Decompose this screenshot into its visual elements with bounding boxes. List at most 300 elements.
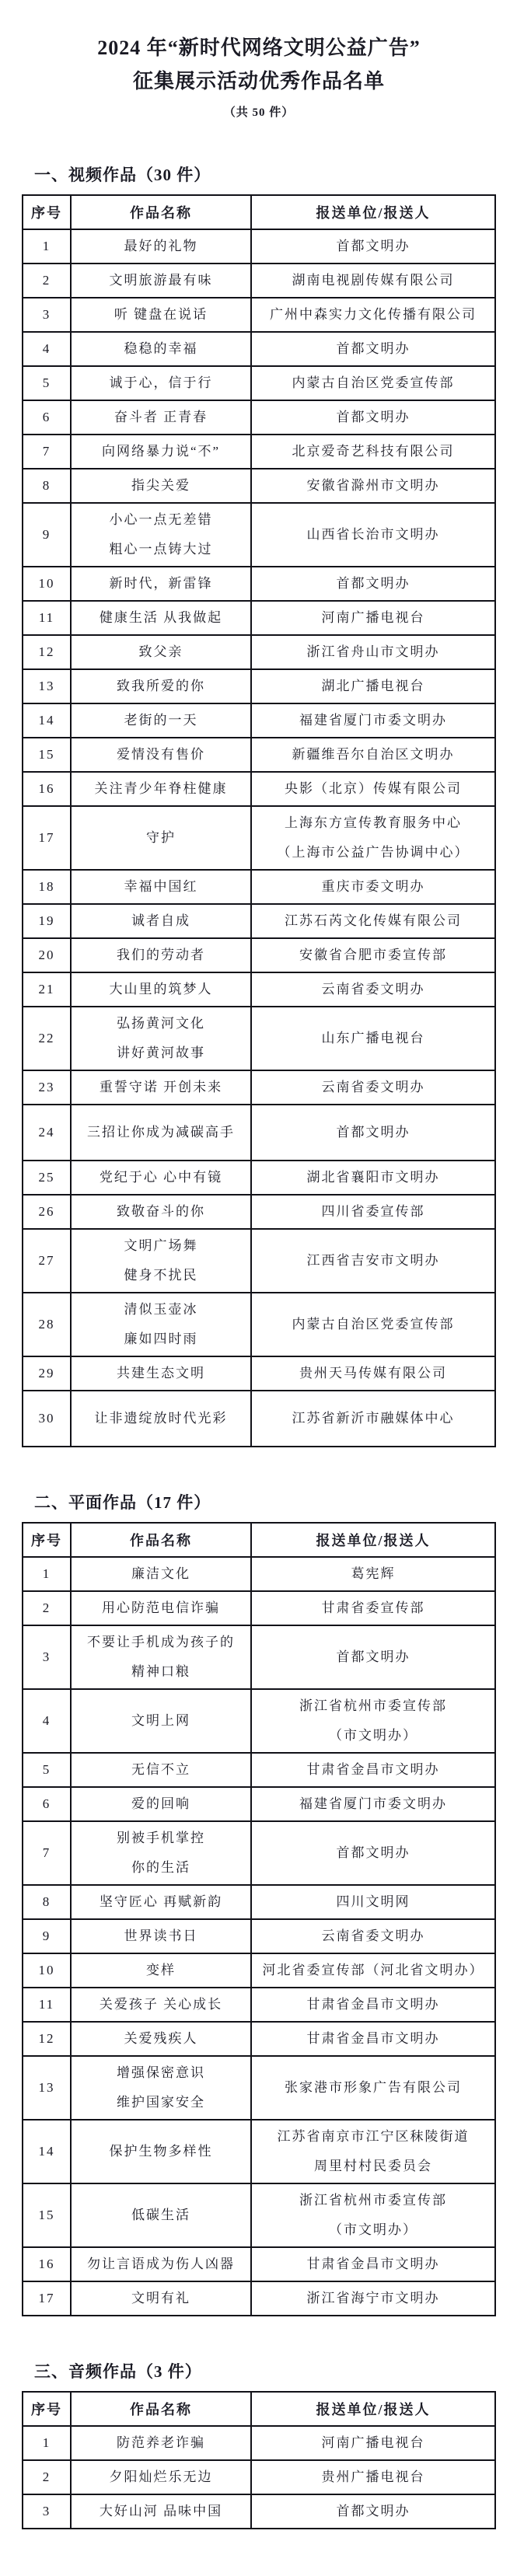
- cell-text-line: 首都文明办: [336, 410, 410, 424]
- cell-text-line: 3: [42, 1649, 51, 1664]
- cell-text-line: 别被手机掌控: [117, 1831, 205, 1845]
- cell-work-name: [71, 1753, 251, 1787]
- cell-work-name: [71, 264, 251, 298]
- cell-text-line: 16: [38, 781, 55, 796]
- cell-text-line: 江苏石芮文化传媒有限公司: [285, 913, 462, 928]
- cell-work-name: [71, 567, 251, 601]
- cell-text-line: 北京爱奇艺科技有限公司: [292, 444, 455, 459]
- cell-index: [23, 298, 71, 332]
- cell-text-line: 贵州广播电视台: [321, 2470, 425, 2484]
- cell-text-line: 央影（北京）传媒有限公司: [285, 781, 462, 796]
- cell-text-line: 福建省厦门市委文明办: [299, 713, 447, 728]
- cell-text-line: 甘肃省金昌市文明办: [306, 2257, 440, 2271]
- cell-index: [23, 1195, 71, 1229]
- cell-work-name: [71, 332, 251, 366]
- cell-text-line: 向网络暴力说“不”: [101, 444, 221, 459]
- cell-text-line: （市文明办）: [329, 1728, 417, 1743]
- cell-work-name: [71, 938, 251, 972]
- cell-unit: [251, 1787, 495, 1821]
- cell-text-line: 张家港市形象广告有限公司: [285, 2080, 462, 2095]
- cell-text-line: 大山里的筑梦人: [109, 982, 213, 997]
- cell-text-line: 新疆维吾尔自治区文明办: [292, 747, 455, 762]
- cell-work-name: [71, 503, 251, 567]
- table-body: [23, 229, 495, 1447]
- cell-text-line: 18: [38, 879, 55, 894]
- column-header-unit: 报送单位/报送人: [251, 1523, 495, 1557]
- cell-text-line: 贵州天马传媒有限公司: [299, 1366, 447, 1380]
- cell-text-line: 12: [38, 644, 55, 659]
- cell-work-name: [71, 400, 251, 435]
- cell-text-line: 8: [42, 1894, 51, 1909]
- cell-text-line: 广州中森实力文化传播有限公司: [270, 307, 477, 322]
- cell-work-name: [71, 972, 251, 1007]
- cell-text-line: 河南广播电视台: [321, 610, 425, 625]
- cell-unit: [251, 298, 495, 332]
- table-row: [23, 2183, 495, 2247]
- table-row: [23, 806, 495, 870]
- cell-text-line: 勿让言语成为伤人凶器: [87, 2257, 235, 2271]
- cell-index: [23, 772, 71, 806]
- cell-work-name: [71, 1391, 251, 1447]
- cell-index: [23, 601, 71, 635]
- cell-index: [23, 2426, 71, 2460]
- cell-unit: [251, 400, 495, 435]
- table-row: [23, 229, 495, 264]
- cell-text-line: 致我所爱的你: [117, 679, 205, 693]
- cell-text-line: 安徽省滁州市文明办: [306, 478, 440, 493]
- cell-unit: [251, 1919, 495, 1953]
- cell-index: [23, 1885, 71, 1919]
- column-header-index: 序号: [23, 195, 71, 229]
- cell-text-line: 11: [38, 1997, 55, 2012]
- column-header-unit: 报送单位/报送人: [251, 195, 495, 229]
- cell-text-line: 1: [42, 1566, 51, 1581]
- cell-unit: [251, 435, 495, 469]
- cell-text-line: 27: [38, 1253, 55, 1268]
- cell-text-line: 保护生物多样性: [109, 2144, 213, 2159]
- cell-work-name: [71, 601, 251, 635]
- cell-text-line: 诚者自成: [131, 913, 190, 928]
- table-row: [23, 904, 495, 938]
- cell-text-line: 坚守匠心 再赋新韵: [99, 1894, 223, 1909]
- cell-text-line: 用心防范电信诈骗: [102, 1600, 220, 1615]
- cell-text-line: 1: [42, 2435, 51, 2450]
- cell-work-name: [71, 1007, 251, 1070]
- table-row: [23, 503, 495, 567]
- cell-unit: [251, 2426, 495, 2460]
- cell-index: [23, 1105, 71, 1161]
- cell-text-line: 甘肃省金昌市文明办: [306, 1762, 440, 1777]
- cell-text-line: 关注青少年脊柱健康: [94, 781, 228, 796]
- cell-work-name: [71, 2022, 251, 2056]
- cell-text-line: 浙江省杭州市委宣传部: [299, 2193, 447, 2208]
- cell-text-line: 26: [38, 1204, 55, 1219]
- cell-text-line: 老街的一天: [124, 713, 198, 728]
- cell-text-line: 我们的劳动者: [117, 948, 205, 962]
- table-row: [23, 772, 495, 806]
- cell-text-line: 周里村村民委员会: [314, 2159, 432, 2173]
- cell-text-line: 河北省委宣传部（河北省文明办）: [262, 1963, 484, 1977]
- table-row: [23, 1885, 495, 1919]
- cell-index: [23, 1787, 71, 1821]
- cell-text-line: 25: [38, 1170, 55, 1185]
- cell-text-line: 2: [42, 273, 51, 288]
- table-row: [23, 1557, 495, 1591]
- cell-index: [23, 1591, 71, 1625]
- cell-index: [23, 1391, 71, 1447]
- cell-unit: [251, 567, 495, 601]
- table-header-row: [23, 2392, 495, 2426]
- cell-text-line: 首都文明办: [336, 576, 410, 591]
- cell-index: [23, 938, 71, 972]
- table-row: [23, 1689, 495, 1753]
- cell-text-line: 28: [38, 1317, 55, 1332]
- cell-unit: [251, 938, 495, 972]
- cell-unit: [251, 469, 495, 503]
- cell-index: [23, 1356, 71, 1391]
- cell-work-name: [71, 1787, 251, 1821]
- cell-unit: [251, 1885, 495, 1919]
- cell-text-line: 23: [38, 1080, 55, 1094]
- cell-text-line: 首都文明办: [336, 341, 410, 356]
- cell-index: [23, 1161, 71, 1195]
- cell-index: [23, 1293, 71, 1356]
- cell-text-line: 湖北省襄阳市文明办: [306, 1170, 440, 1185]
- cell-text-line: 四川文明网: [336, 1894, 410, 1909]
- cell-text-line: 健康生活 从我做起: [99, 610, 223, 625]
- table-row: [23, 332, 495, 366]
- table-row: [23, 972, 495, 1007]
- works-section: [22, 1490, 496, 2316]
- cell-unit: [251, 2120, 495, 2183]
- cell-text-line: 6: [42, 1796, 51, 1811]
- cell-index: [23, 366, 71, 400]
- cell-text-line: 19: [38, 913, 55, 928]
- works-section: [22, 162, 496, 1447]
- cell-text-line: 清似玉壶冰: [124, 1302, 198, 1317]
- table-row: [23, 2056, 495, 2120]
- cell-text-line: 17: [38, 2291, 55, 2305]
- cell-text-line: 上海东方宣传教育服务中心: [285, 815, 462, 830]
- cell-text-line: 17: [38, 830, 55, 845]
- cell-unit: [251, 2183, 495, 2247]
- cell-text-line: 弘扬黄河文化: [117, 1016, 205, 1031]
- table-row: [23, 1229, 495, 1293]
- cell-text-line: 4: [42, 341, 51, 356]
- cell-unit: [251, 2494, 495, 2529]
- cell-work-name: [71, 2494, 251, 2529]
- cell-index: [23, 703, 71, 738]
- cell-work-name: [71, 772, 251, 806]
- table-row: [23, 870, 495, 904]
- cell-text-line: 爱情没有售价: [117, 747, 205, 762]
- cell-unit: [251, 1953, 495, 1988]
- cell-text-line: 葛宪辉: [351, 1566, 396, 1581]
- cell-index: [23, 1557, 71, 1591]
- cell-unit: [251, 806, 495, 870]
- cell-text-line: 你的生活: [131, 1860, 190, 1875]
- cell-text-line: 云南省委文明办: [321, 982, 425, 997]
- cell-work-name: [71, 1689, 251, 1753]
- cell-text-line: 幸福中国红: [124, 879, 198, 894]
- table-row: [23, 2494, 495, 2529]
- cell-text-line: 10: [38, 576, 55, 591]
- cell-unit: [251, 1821, 495, 1885]
- cell-unit: [251, 1753, 495, 1787]
- table-row: [23, 1105, 495, 1161]
- cell-text-line: 1: [42, 239, 51, 253]
- cell-text-line: 浙江省海宁市文明办: [306, 2291, 440, 2305]
- table-row: [23, 1821, 495, 1885]
- cell-text-line: 河南广播电视台: [321, 2435, 425, 2450]
- cell-index: [23, 1919, 71, 1953]
- cell-work-name: [71, 669, 251, 703]
- cell-unit: [251, 1391, 495, 1447]
- table-row: [23, 366, 495, 400]
- cell-unit: [251, 601, 495, 635]
- cell-text-line: 低碳生活: [131, 2208, 190, 2222]
- cell-text-line: 精神口粮: [131, 1664, 190, 1679]
- cell-text-line: 夕阳灿烂乐无边: [109, 2470, 213, 2484]
- cell-index: [23, 1953, 71, 1988]
- cell-text-line: 20: [38, 948, 55, 962]
- cell-text-line: 最好的礼物: [124, 239, 198, 253]
- cell-text-line: 廉如四时雨: [124, 1332, 198, 1346]
- cell-index: [23, 1229, 71, 1293]
- cell-text-line: 江西省吉安市文明办: [306, 1253, 440, 1268]
- cell-text-line: 山东广播电视台: [321, 1031, 425, 1045]
- cell-text-line: 13: [38, 679, 55, 693]
- cell-index: [23, 264, 71, 298]
- cell-text-line: 关爱孩子 关心成长: [99, 1997, 223, 2012]
- cell-text-line: 8: [42, 478, 51, 493]
- cell-text-line: 21: [38, 982, 55, 997]
- cell-unit: [251, 1195, 495, 1229]
- cell-text-line: 福建省厦门市委文明办: [299, 1796, 447, 1811]
- cell-work-name: [71, 1953, 251, 1988]
- cell-text-line: 诚于心，信于行: [109, 375, 213, 390]
- cell-index: [23, 2183, 71, 2247]
- cell-index: [23, 635, 71, 669]
- cell-work-name: [71, 298, 251, 332]
- cell-text-line: 7: [42, 444, 51, 459]
- title-line-2: 征集展示活动优秀作品名单: [132, 70, 385, 92]
- cell-unit: [251, 972, 495, 1007]
- cell-text-line: 2: [42, 2470, 51, 2484]
- table-row: [23, 1356, 495, 1391]
- cell-unit: [251, 503, 495, 567]
- cell-text-line: （市文明办）: [329, 2222, 417, 2237]
- table-row: [23, 1293, 495, 1356]
- cell-text-line: 3: [42, 307, 51, 322]
- cell-work-name: [71, 2120, 251, 2183]
- table-row: [23, 264, 495, 298]
- cell-unit: [251, 1689, 495, 1753]
- section-heading: 三、音频作品（3 件）: [34, 2362, 202, 2381]
- cell-unit: [251, 2460, 495, 2494]
- cell-text-line: 24: [38, 1125, 55, 1140]
- cell-work-name: [71, 469, 251, 503]
- table-row: [23, 2247, 495, 2281]
- cell-text-line: 15: [38, 747, 55, 762]
- cell-text-line: 听 键盘在说话: [114, 307, 208, 322]
- cell-text-line: 稳稳的幸福: [124, 341, 198, 356]
- cell-text-line: 5: [42, 375, 51, 390]
- section-heading: 二、平面作品（17 件）: [34, 1493, 211, 1512]
- cell-unit: [251, 1557, 495, 1591]
- cell-work-name: [71, 2056, 251, 2120]
- cell-text-line: 变样: [146, 1963, 176, 1977]
- cell-work-name: [71, 738, 251, 772]
- cell-text-line: 健身不扰民: [124, 1268, 198, 1283]
- cell-text-line: 湖南电视剧传媒有限公司: [292, 273, 455, 288]
- cell-unit: [251, 703, 495, 738]
- cell-index: [23, 2022, 71, 2056]
- cell-unit: [251, 1007, 495, 1070]
- cell-text-line: 15: [38, 2208, 55, 2222]
- cell-text-line: （上海市公益广告协调中心）: [277, 845, 470, 860]
- cell-work-name: [71, 1821, 251, 1885]
- cell-unit: [251, 772, 495, 806]
- cell-index: [23, 332, 71, 366]
- cell-index: [23, 2247, 71, 2281]
- table-row: [23, 738, 495, 772]
- table-row: [23, 1988, 495, 2022]
- cell-work-name: [71, 1293, 251, 1356]
- cell-index: [23, 1821, 71, 1885]
- cell-index: [23, 669, 71, 703]
- cell-work-name: [71, 870, 251, 904]
- cell-text-line: 重庆市委文明办: [321, 879, 425, 894]
- cell-work-name: [71, 1229, 251, 1293]
- cell-work-name: [71, 703, 251, 738]
- cell-unit: [251, 1356, 495, 1391]
- table-row: [23, 1919, 495, 1953]
- table-row: [23, 1195, 495, 1229]
- cell-text-line: 防范养老诈骗: [117, 2435, 205, 2450]
- cell-work-name: [71, 1195, 251, 1229]
- cell-work-name: [71, 229, 251, 264]
- table-body: [23, 2426, 495, 2529]
- cell-work-name: [71, 1070, 251, 1105]
- cell-text-line: 10: [38, 1963, 55, 1977]
- cell-unit: [251, 738, 495, 772]
- table-row: [23, 1161, 495, 1195]
- cell-text-line: 内蒙古自治区党委宣传部: [292, 1317, 455, 1332]
- cell-work-name: [71, 435, 251, 469]
- table-header-row: [23, 1523, 495, 1557]
- cell-text-line: 致敬奋斗的你: [117, 1204, 205, 1219]
- cell-unit: [251, 669, 495, 703]
- table-row: [23, 601, 495, 635]
- cell-unit: [251, 904, 495, 938]
- cell-unit: [251, 1070, 495, 1105]
- cell-work-name: [71, 1625, 251, 1689]
- table-row: [23, 1070, 495, 1105]
- cell-index: [23, 2494, 71, 2529]
- table-row: [23, 469, 495, 503]
- cell-text-line: 重誓守诺 开创未来: [99, 1080, 223, 1094]
- cell-text-line: 江苏省南京市江宁区秣陵街道: [277, 2129, 470, 2144]
- cell-text-line: 12: [38, 2031, 55, 2046]
- cell-unit: [251, 229, 495, 264]
- cell-text-line: 云南省委文明办: [321, 1080, 425, 1094]
- table-row: [23, 298, 495, 332]
- cell-text-line: 内蒙古自治区党委宣传部: [292, 375, 455, 390]
- cell-work-name: [71, 806, 251, 870]
- cell-work-name: [71, 635, 251, 669]
- document-title: [22, 31, 496, 98]
- cell-text-line: 首都文明办: [336, 239, 410, 253]
- cell-text-line: 关爱残疾人: [124, 2031, 198, 2046]
- cell-text-line: 指尖关爱: [131, 478, 190, 493]
- cell-unit: [251, 1229, 495, 1293]
- table-row: [23, 1007, 495, 1070]
- cell-unit: [251, 635, 495, 669]
- cell-text-line: 共建生态文明: [117, 1366, 205, 1380]
- cell-index: [23, 1753, 71, 1787]
- cell-text-line: 5: [42, 1762, 51, 1777]
- works-table: [22, 2391, 496, 2529]
- cell-unit: [251, 332, 495, 366]
- cell-text-line: 致父亲: [138, 644, 183, 659]
- cell-work-name: [71, 1356, 251, 1391]
- works-table: [22, 1522, 496, 2316]
- cell-text-line: 首都文明办: [336, 1845, 410, 1860]
- cell-text-line: 党纪于心 心中有镜: [99, 1170, 223, 1185]
- cell-text-line: 无信不立: [131, 1762, 190, 1777]
- cell-work-name: [71, 2183, 251, 2247]
- cell-unit: [251, 1591, 495, 1625]
- document-count-note: （共 50 件）: [223, 106, 295, 119]
- cell-unit: [251, 870, 495, 904]
- cell-unit: [251, 264, 495, 298]
- cell-text-line: 文明有礼: [131, 2291, 190, 2305]
- cell-text-line: 甘肃省金昌市文明办: [306, 1997, 440, 2012]
- cell-text-line: 16: [38, 2257, 55, 2271]
- table-row: [23, 1625, 495, 1689]
- cell-text-line: 增强保密意识: [117, 2065, 205, 2080]
- table-row: [23, 435, 495, 469]
- cell-unit: [251, 2247, 495, 2281]
- table-row: [23, 1391, 495, 1447]
- cell-unit: [251, 2022, 495, 2056]
- cell-text-line: 首都文明办: [336, 1125, 410, 1140]
- cell-index: [23, 972, 71, 1007]
- cell-work-name: [71, 1557, 251, 1591]
- table-row: [23, 1787, 495, 1821]
- cell-work-name: [71, 1161, 251, 1195]
- cell-text-line: 四川省委宣传部: [321, 1204, 425, 1219]
- cell-index: [23, 1625, 71, 1689]
- column-header-work-name: 作品名称: [71, 195, 251, 229]
- cell-index: [23, 435, 71, 469]
- cell-text-line: 江苏省新沂市融媒体中心: [292, 1411, 455, 1426]
- title-line-1: 2024 年“新时代网络文明公益广告”: [97, 37, 421, 59]
- cell-text-line: 22: [38, 1031, 55, 1045]
- table-row: [23, 669, 495, 703]
- table-row: [23, 2281, 495, 2316]
- cell-work-name: [71, 2460, 251, 2494]
- cell-text-line: 13: [38, 2080, 55, 2095]
- cell-text-line: 三招让你成为减碳高手: [87, 1125, 235, 1140]
- column-header-index: 序号: [23, 2392, 71, 2426]
- cell-unit: [251, 1625, 495, 1689]
- table-row: [23, 1953, 495, 1988]
- table-row: [23, 400, 495, 435]
- cell-index: [23, 503, 71, 567]
- sections-container: [22, 162, 496, 2529]
